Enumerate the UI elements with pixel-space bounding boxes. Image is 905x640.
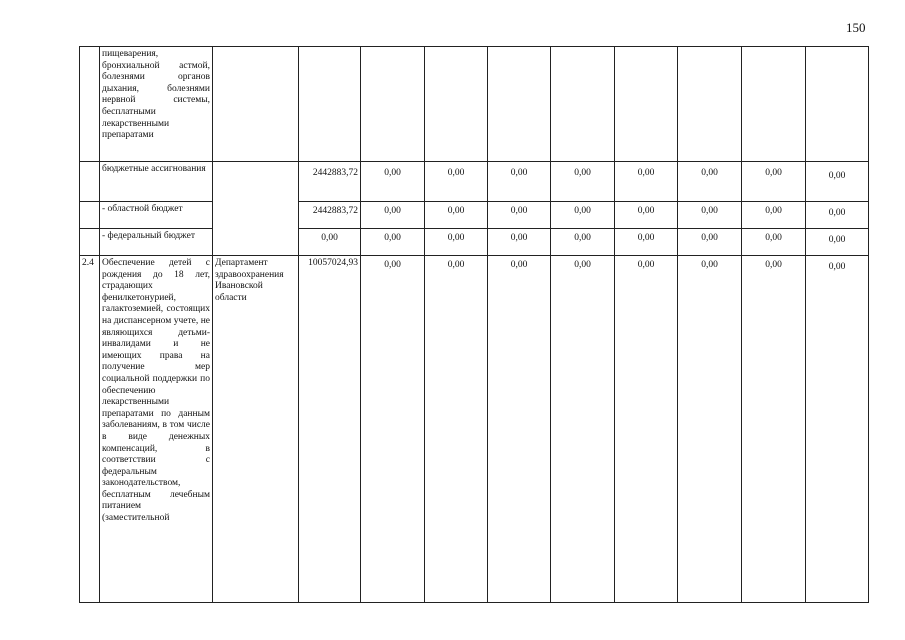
value-cell: 2442883,72: [299, 162, 361, 202]
value-cell: [551, 47, 615, 162]
value-cell: [488, 47, 551, 162]
value-cell: 0,00: [615, 229, 678, 256]
value-cell: 0,00: [615, 256, 678, 603]
value-cell: 0,00: [425, 202, 488, 229]
value-cell: 0,00: [425, 256, 488, 603]
value-cell: 0,00: [678, 202, 742, 229]
value-cell: 0,00: [806, 229, 869, 256]
row-index: [80, 162, 100, 202]
value-cell: [742, 47, 806, 162]
row-name: - областной бюджет: [100, 202, 213, 229]
value-cell: 0,00: [678, 162, 742, 202]
row-index: 2.4: [80, 256, 100, 603]
value-cell: [361, 47, 425, 162]
row-executor: [213, 162, 299, 256]
row-name: Обеспечение детей с рождения до 18 лет, страдающих фенилкетонурией, галактоземией, состоящих на диспансерном учете, не являющихся детьми-инвалидами и не имеющих права на получение мер социальной поддержки по обеспечению лекарственными препаратами по данным заболеваниям, в том числе в виде денежных компенсаций, в соответствии с федеральным законодательством, бесплатным лечебным питанием (заместительной: [100, 256, 213, 603]
row-executor: Департамент здравоохранения Ивановской области: [213, 256, 299, 603]
value-cell: 0,00: [742, 229, 806, 256]
value-cell: 0,00: [806, 256, 869, 603]
value-cell: [425, 47, 488, 162]
row-name: бюджетные ассигнования: [100, 162, 213, 202]
table-row: [80, 229, 869, 256]
row-index: [80, 47, 100, 162]
value-cell: 0,00: [488, 229, 551, 256]
value-cell: 0,00: [742, 256, 806, 603]
value-cell: 0,00: [551, 162, 615, 202]
row-index: [80, 229, 100, 256]
value-cell: [678, 47, 742, 162]
value-cell: 0,00: [551, 256, 615, 603]
value-cell: 0,00: [678, 229, 742, 256]
value-cell: 0,00: [615, 202, 678, 229]
value-cell: 0,00: [806, 162, 869, 202]
value-cell: 0,00: [551, 229, 615, 256]
value-cell: 0,00: [361, 162, 425, 202]
value-cell: 0,00: [488, 202, 551, 229]
table-row: [80, 202, 869, 229]
value-cell: 0,00: [361, 202, 425, 229]
value-cell: 0,00: [678, 256, 742, 603]
row-index: [80, 202, 100, 229]
value-cell: 0,00: [551, 202, 615, 229]
value-cell: 0,00: [361, 229, 425, 256]
value-cell: [806, 47, 869, 162]
table-row: [80, 47, 869, 162]
value-cell: 10057024,93: [299, 256, 361, 603]
row-executor: [213, 47, 299, 162]
value-cell: 0,00: [742, 202, 806, 229]
value-cell: 0,00: [425, 162, 488, 202]
row-name: - федеральный бюджет: [100, 229, 213, 256]
value-cell: 0,00: [425, 229, 488, 256]
value-cell: 0,00: [806, 202, 869, 229]
budget-table: [79, 46, 869, 603]
value-cell: 0,00: [361, 256, 425, 603]
value-cell: 0,00: [742, 162, 806, 202]
value-cell: 0,00: [488, 256, 551, 603]
value-cell: [299, 47, 361, 162]
value-cell: 2442883,72: [299, 202, 361, 229]
page-number: 150: [846, 20, 866, 35]
value-cell: [615, 47, 678, 162]
row-name: пищеварения, бронхиальной астмой, болезнями органов дыхания, болезнями нервной системы, бесплатными лекарственными препаратами: [100, 47, 213, 162]
value-cell: 0,00: [299, 229, 361, 256]
value-cell: 0,00: [488, 162, 551, 202]
value-cell: 0,00: [615, 162, 678, 202]
table-row: [80, 162, 869, 202]
table-row: [80, 256, 869, 603]
